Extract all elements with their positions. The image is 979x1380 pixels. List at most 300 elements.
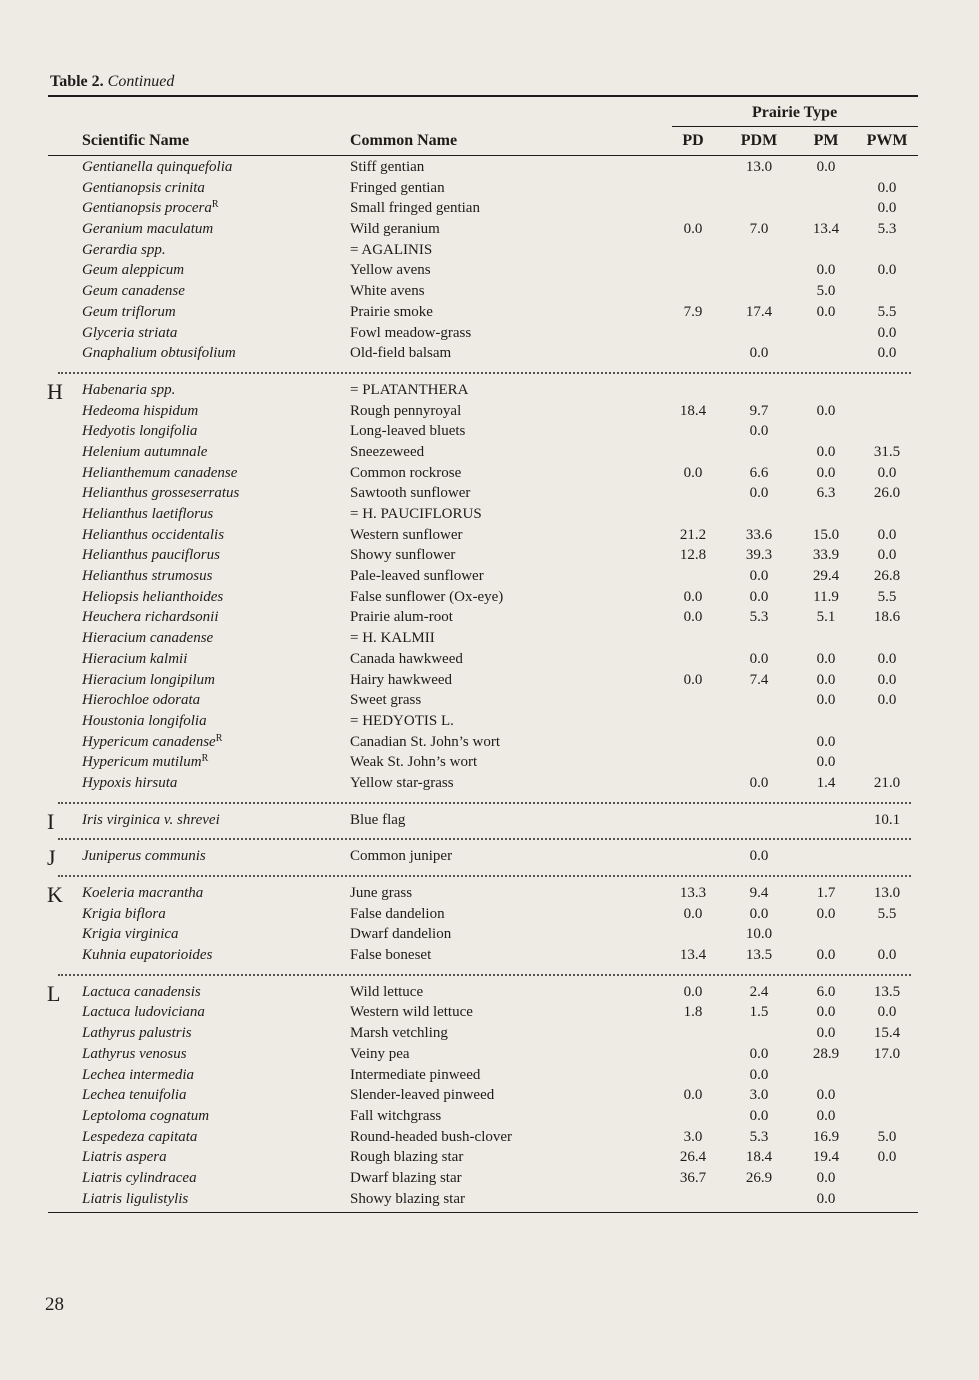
value-pwm: 0.0 [877,200,897,217]
scientific-name-text: Helenium autumnale [82,443,208,460]
common-name: Round-headed bush-clover [350,1128,513,1145]
common-name: Blue flag [350,811,406,828]
value-pwm: 26.0 [873,485,901,502]
scientific-name [82,752,208,773]
value-pdm: 5.3 [749,609,769,626]
value-pdm: 7.0 [749,221,769,238]
value-pm: 5.1 [816,609,836,626]
value-pd: 12.8 [679,547,707,564]
scientific-name [82,1085,187,1106]
value-pdm: 13.5 [745,947,773,964]
value-pwm: 0.0 [877,324,897,341]
value-pdm: 33.6 [745,526,773,543]
scientific-name-text: Heuchera richardsonii [82,609,219,626]
table-row [0,198,979,219]
value-pd: 0.0 [683,221,703,238]
scientific-name [82,732,222,753]
table-row [0,732,979,753]
value-pm: 0.0 [816,262,836,279]
scientific-name-text: Hierochloe odorata [82,692,201,709]
value-pd: 0.0 [683,671,703,688]
table-row [0,845,979,871]
scientific-name [82,773,177,794]
value-pwm: 0.0 [877,547,897,564]
value-pwm: 0.0 [877,671,897,688]
value-pm: 13.4 [812,221,840,238]
value-pwm: 17.0 [873,1045,901,1062]
value-pdm: 17.4 [745,303,773,320]
scientific-name-text: Krigia biflora [82,905,166,922]
table-row [0,566,979,587]
value-pd: 21.2 [679,526,707,543]
common-name: Yellow avens [350,262,431,279]
value-pdm: 0.0 [749,774,769,791]
common-name: Dwarf blazing star [350,1169,462,1186]
value-pdm: 18.4 [745,1149,773,1166]
value-pd: 1.8 [683,1004,703,1021]
scientific-name-text: Gentianella quinquefolia [82,159,233,175]
scientific-name-text: Iris virginica v. shrevei [82,811,220,828]
scientific-name [82,904,166,925]
scientific-name [82,401,198,422]
table-row [0,401,979,422]
scientific-name [82,1189,188,1210]
value-pm: 1.7 [816,885,836,901]
value-pm: 0.0 [816,303,836,320]
value-pdm: 0.0 [749,1066,769,1083]
common-name: Common rockrose [350,464,462,481]
common-name: Marsh vetchling [350,1025,448,1042]
common-name: Wild geranium [350,221,440,238]
value-pwm: 18.6 [873,609,901,626]
scientific-name-text: Glyceria striata [82,324,178,341]
table-row [0,945,979,966]
value-pdm: 9.7 [749,402,769,419]
table-header-rule [48,155,918,156]
scientific-name-text: Lechea intermedia [82,1066,195,1083]
value-pwm: 0.0 [877,1004,897,1021]
common-name: Common juniper [350,848,453,865]
scientific-name [82,421,197,442]
value-pd: 13.4 [679,947,707,964]
scientific-name [82,982,201,1003]
table-row [0,442,979,463]
common-name: Fringed gentian [350,179,445,196]
common-name: Canadian St. John’s wort [350,733,500,750]
table-row [0,1106,979,1127]
value-pwm: 5.5 [877,303,897,320]
caption-label: Table 2. [50,73,104,90]
scientific-name [82,343,236,364]
value-pdm: 10.0 [745,926,773,943]
table-row [0,323,979,344]
value-pm: 0.0 [816,1087,836,1104]
scientific-name [82,442,207,463]
common-name: Prairie smoke [350,303,433,320]
scientific-name [82,628,213,649]
value-pdm: 0.0 [749,1045,769,1062]
table-row [0,1168,979,1189]
value-pwm: 21.0 [873,774,901,791]
value-pd: 3.0 [683,1128,703,1145]
scientific-name-text: Geum canadense [82,283,185,300]
value-pdm: 9.4 [749,885,769,901]
common-name: Intermediate pinweed [350,1066,481,1083]
column-header-pwm: PWM [866,132,908,149]
value-pwm: 5.5 [877,588,897,605]
value-pdm: 3.0 [749,1087,769,1104]
table-top-rule [48,95,918,97]
scientific-name [82,1023,192,1044]
scientific-name [82,1002,205,1023]
value-pd: 13.3 [679,885,707,901]
common-name: Canada hawkweed [350,650,463,667]
value-pdm: 0.0 [749,345,769,362]
common-name: Veiny pea [350,1045,410,1062]
common-name: Yellow star-grass [350,774,454,791]
scientific-name-text: Hieracium canadense [82,630,214,647]
section-letter: H [47,378,63,404]
table-row [0,882,979,907]
scientific-name-text: Helianthus occidentalis [82,526,225,543]
scientific-name-text: Heliopsis helianthoides [82,588,224,605]
scientific-name [82,846,206,867]
table-row [0,670,979,691]
value-pm: 6.0 [816,983,836,1000]
table-row [0,1189,979,1210]
common-name: Dwarf dandelion [350,926,452,943]
common-name: June grass [350,885,413,901]
scientific-name [82,157,232,178]
value-pdm: 0.0 [749,423,769,440]
value-pdm: 0.0 [749,650,769,667]
value-pdm: 1.5 [749,1004,769,1021]
table-row [0,752,979,773]
table-body [0,157,979,1209]
value-pdm: 0.0 [749,485,769,502]
scientific-name-text: Liatris cylindracea [82,1169,197,1186]
table-row [0,343,979,364]
value-pm: 29.4 [812,568,840,585]
scientific-name-text: Geum triflorum [82,303,176,320]
common-name: Wild lettuce [350,983,424,1000]
common-name: Rough pennyroyal [350,402,462,419]
value-pd: 0.0 [683,588,703,605]
scientific-name-text: Hieracium longipilum [82,671,215,688]
value-pwm: 0.0 [877,464,897,481]
scientific-name-text: Liatris aspera [82,1149,167,1166]
prairie-type-rule [672,126,918,127]
common-name: Showy blazing star [350,1190,465,1207]
table-caption [50,73,174,91]
value-pm: 15.0 [812,526,840,543]
section-divider [0,364,979,380]
value-pwm: 0.0 [877,179,897,196]
common-name: Old-field balsam [350,345,452,362]
common-name: Sneezeweed [350,443,425,460]
value-pm: 0.0 [816,402,836,419]
scientific-name-text: Liatris ligulistylis [82,1190,189,1207]
scientific-name [82,380,175,401]
scientific-name-text: Lechea tenuifolia [82,1087,187,1104]
scientific-name-header: Scientific Name [82,132,190,149]
scientific-name [82,690,200,711]
table-row [0,240,979,261]
column-header-pd: PD [682,132,704,149]
scientific-name [82,525,224,546]
scientific-name [82,323,177,344]
scientific-name-text: Lactuca canadensis [82,983,201,1000]
table-row [0,607,979,628]
scientific-name-text: Gentianopsis crinita [82,179,205,196]
prairie-type-header: Prairie Type [752,104,838,121]
value-pdm: 39.3 [745,547,773,564]
table-row [0,525,979,546]
section-letter: I [47,808,55,834]
scientific-name [82,649,187,670]
scientific-name-text: Lespedeza capitata [82,1128,198,1145]
value-pwm: 10.1 [873,811,901,828]
common-name: Weak St. John’s wort [350,754,478,771]
table-row [0,1023,979,1044]
table-row [0,649,979,670]
scientific-name [82,924,179,945]
scientific-name-text: Helianthus pauciflorus [82,547,220,564]
common-name: Prairie alum-root [350,609,453,626]
common-name: Hairy hawkweed [350,671,453,688]
scientific-name [82,607,219,628]
common-name: = H. PAUCIFLORUS [350,506,482,522]
value-pwm: 0.0 [877,526,897,543]
scientific-name [82,302,176,323]
value-pwm: 0.0 [877,262,897,279]
table-row [0,904,979,925]
section-divider [0,867,979,883]
common-name: False sunflower (Ox-eye) [350,588,504,605]
table-row [0,1002,979,1023]
value-pdm: 26.9 [745,1169,773,1186]
value-pwm: 0.0 [877,345,897,362]
table-row [0,711,979,732]
section-letter: J [47,845,56,871]
value-pm: 19.4 [812,1149,840,1166]
value-pdm: 6.6 [749,464,769,481]
value-pm: 11.9 [813,588,839,605]
scientific-name-text: Koeleria macrantha [82,885,204,901]
common-name: Long-leaved bluets [350,423,466,440]
scientific-name-text: Houstonia longifolia [82,712,207,729]
common-name: Western wild lettuce [350,1004,473,1021]
common-name: Sawtooth sunflower [350,485,471,502]
scientific-name [82,463,237,484]
value-pd: 36.7 [679,1169,707,1186]
section-divider [0,830,979,846]
value-pm: 0.0 [816,1169,836,1186]
value-pwm: 5.3 [877,221,897,238]
table-row [0,924,979,945]
value-pm: 0.0 [816,159,836,175]
value-pd: 26.4 [679,1149,707,1166]
common-name: Slender-leaved pinweed [350,1087,495,1104]
table-row [0,260,979,281]
scientific-name [82,281,185,302]
scientific-name [82,587,223,608]
value-pm: 5.0 [816,283,836,300]
scientific-name [82,240,166,261]
common-name: Rough blazing star [350,1149,464,1166]
table-row [0,1085,979,1106]
section-letter: K [47,882,63,907]
table-row [0,1044,979,1065]
value-pm: 0.0 [816,443,836,460]
value-pm: 0.0 [816,754,836,771]
table-row [0,483,979,504]
value-pdm: 7.4 [749,671,769,688]
common-name: Showy sunflower [350,547,456,564]
table-row [0,302,979,323]
column-header-pdm: PDM [740,132,778,149]
table-row [0,628,979,649]
common-name: Western sunflower [350,526,463,543]
value-pm: 0.0 [816,1004,836,1021]
common-name: Fowl meadow-grass [350,324,472,341]
common-name: Small fringed gentian [350,200,480,217]
value-pd: 0.0 [683,1087,703,1104]
table-row [0,463,979,484]
common-name: False dandelion [350,905,445,922]
table-row [0,980,979,1006]
scientific-name-text: Habenaria spp. [82,381,176,398]
rare-marker: R [215,732,223,744]
value-pm: 0.0 [816,905,836,922]
scientific-name-text: Hypericum canadense [82,733,216,750]
scientific-name [82,1147,167,1168]
scientific-name [82,504,213,525]
value-pdm: 0.0 [749,588,769,605]
scientific-name [82,1065,194,1086]
value-pm: 16.9 [812,1128,840,1145]
value-pwm: 0.0 [877,1149,897,1166]
value-pd: 0.0 [683,905,703,922]
common-name: = PLATANTHERA [350,381,469,398]
page-number: 28 [45,1294,64,1315]
common-name: = H. KALMII [350,630,435,647]
value-pwm: 31.5 [873,443,901,460]
value-pdm: 0.0 [749,568,769,585]
table-bottom-rule [48,1212,918,1213]
value-pm: 0.0 [816,650,836,667]
scientific-name-text: Gentianopsis procera [82,200,212,217]
value-pd: 7.9 [683,303,703,320]
scientific-name [82,483,239,504]
scientific-name [82,1106,209,1127]
value-pdm: 5.3 [749,1128,769,1145]
value-pwm: 0.0 [877,692,897,709]
value-pdm: 2.4 [749,983,769,1000]
scientific-name-text: Hypericum mutilum [82,754,202,771]
table-row [0,545,979,566]
common-name: = HEDYOTIS L. [350,712,454,729]
scientific-name [82,198,219,219]
value-pwm: 15.4 [873,1025,901,1042]
value-pm: 0.0 [816,733,836,750]
table-row [0,587,979,608]
common-name: Stiff gentian [350,159,425,175]
value-pd: 18.4 [679,402,707,419]
value-pd: 0.0 [683,609,703,626]
value-pwm: 13.0 [873,885,901,901]
common-name-header: Common Name [350,132,458,149]
value-pm: 0.0 [816,1190,836,1207]
scientific-name-text: Hypoxis hirsuta [82,774,178,791]
scientific-name [82,545,220,566]
scientific-name-text: Helianthus grosseserratus [82,485,240,502]
section-divider [0,794,979,810]
scientific-name-text: Geranium maculatum [82,221,214,238]
value-pm: 0.0 [816,692,836,709]
scientific-name-text: Hedyotis longifolia [82,423,198,440]
scientific-name-text: Hieracium kalmii [82,650,188,667]
value-pwm: 0.0 [877,947,897,964]
scientific-name-text: Helianthus strumosus [82,568,213,585]
value-pdm: 13.0 [745,159,773,175]
value-pdm: 0.0 [749,848,769,865]
table-row [0,219,979,240]
table-row [0,378,979,404]
table-row [0,281,979,302]
scientific-name [82,178,205,199]
value-pm: 0.0 [816,1025,836,1042]
scientific-name-text: Krigia virginica [82,926,179,943]
column-header-pm: PM [813,132,839,149]
scientific-name-text: Kuhnia eupatorioides [82,947,213,964]
scientific-name-text: Gerardia spp. [82,241,166,258]
scientific-name [82,883,203,904]
scientific-name [82,1168,197,1189]
rare-marker: R [201,753,209,765]
common-name: Sweet grass [350,692,422,709]
value-pd: 0.0 [683,983,703,1000]
common-name: = AGALINIS [350,241,433,258]
value-pd: 0.0 [683,464,703,481]
scientific-name [82,711,207,732]
common-name: False boneset [350,947,432,964]
value-pdm: 0.0 [749,1107,769,1124]
table-row [0,157,979,178]
table-row [0,178,979,199]
scientific-name [82,945,212,966]
value-pwm: 26.8 [873,568,901,585]
scientific-name-text: Lathyrus palustris [82,1025,192,1042]
value-pm: 0.0 [816,671,836,688]
rare-marker: R [211,199,219,211]
value-pm: 28.9 [812,1045,840,1062]
value-pwm: 5.0 [877,1128,897,1145]
scientific-name [82,810,220,831]
scientific-name-text: Helianthemum canadense [82,464,238,481]
scientific-name [82,219,213,240]
common-name: White avens [350,283,425,300]
scientific-name-text: Helianthus laetiflorus [82,506,214,522]
table-row [0,421,979,442]
value-pwm: 5.5 [877,905,897,922]
scientific-name-text: Lathyrus venosus [82,1045,187,1062]
table-row [0,1147,979,1168]
scientific-name-text: Geum aleppicum [82,262,185,279]
value-pm: 33.9 [812,547,840,564]
section-letter: L [47,980,61,1006]
table-row [0,773,979,794]
